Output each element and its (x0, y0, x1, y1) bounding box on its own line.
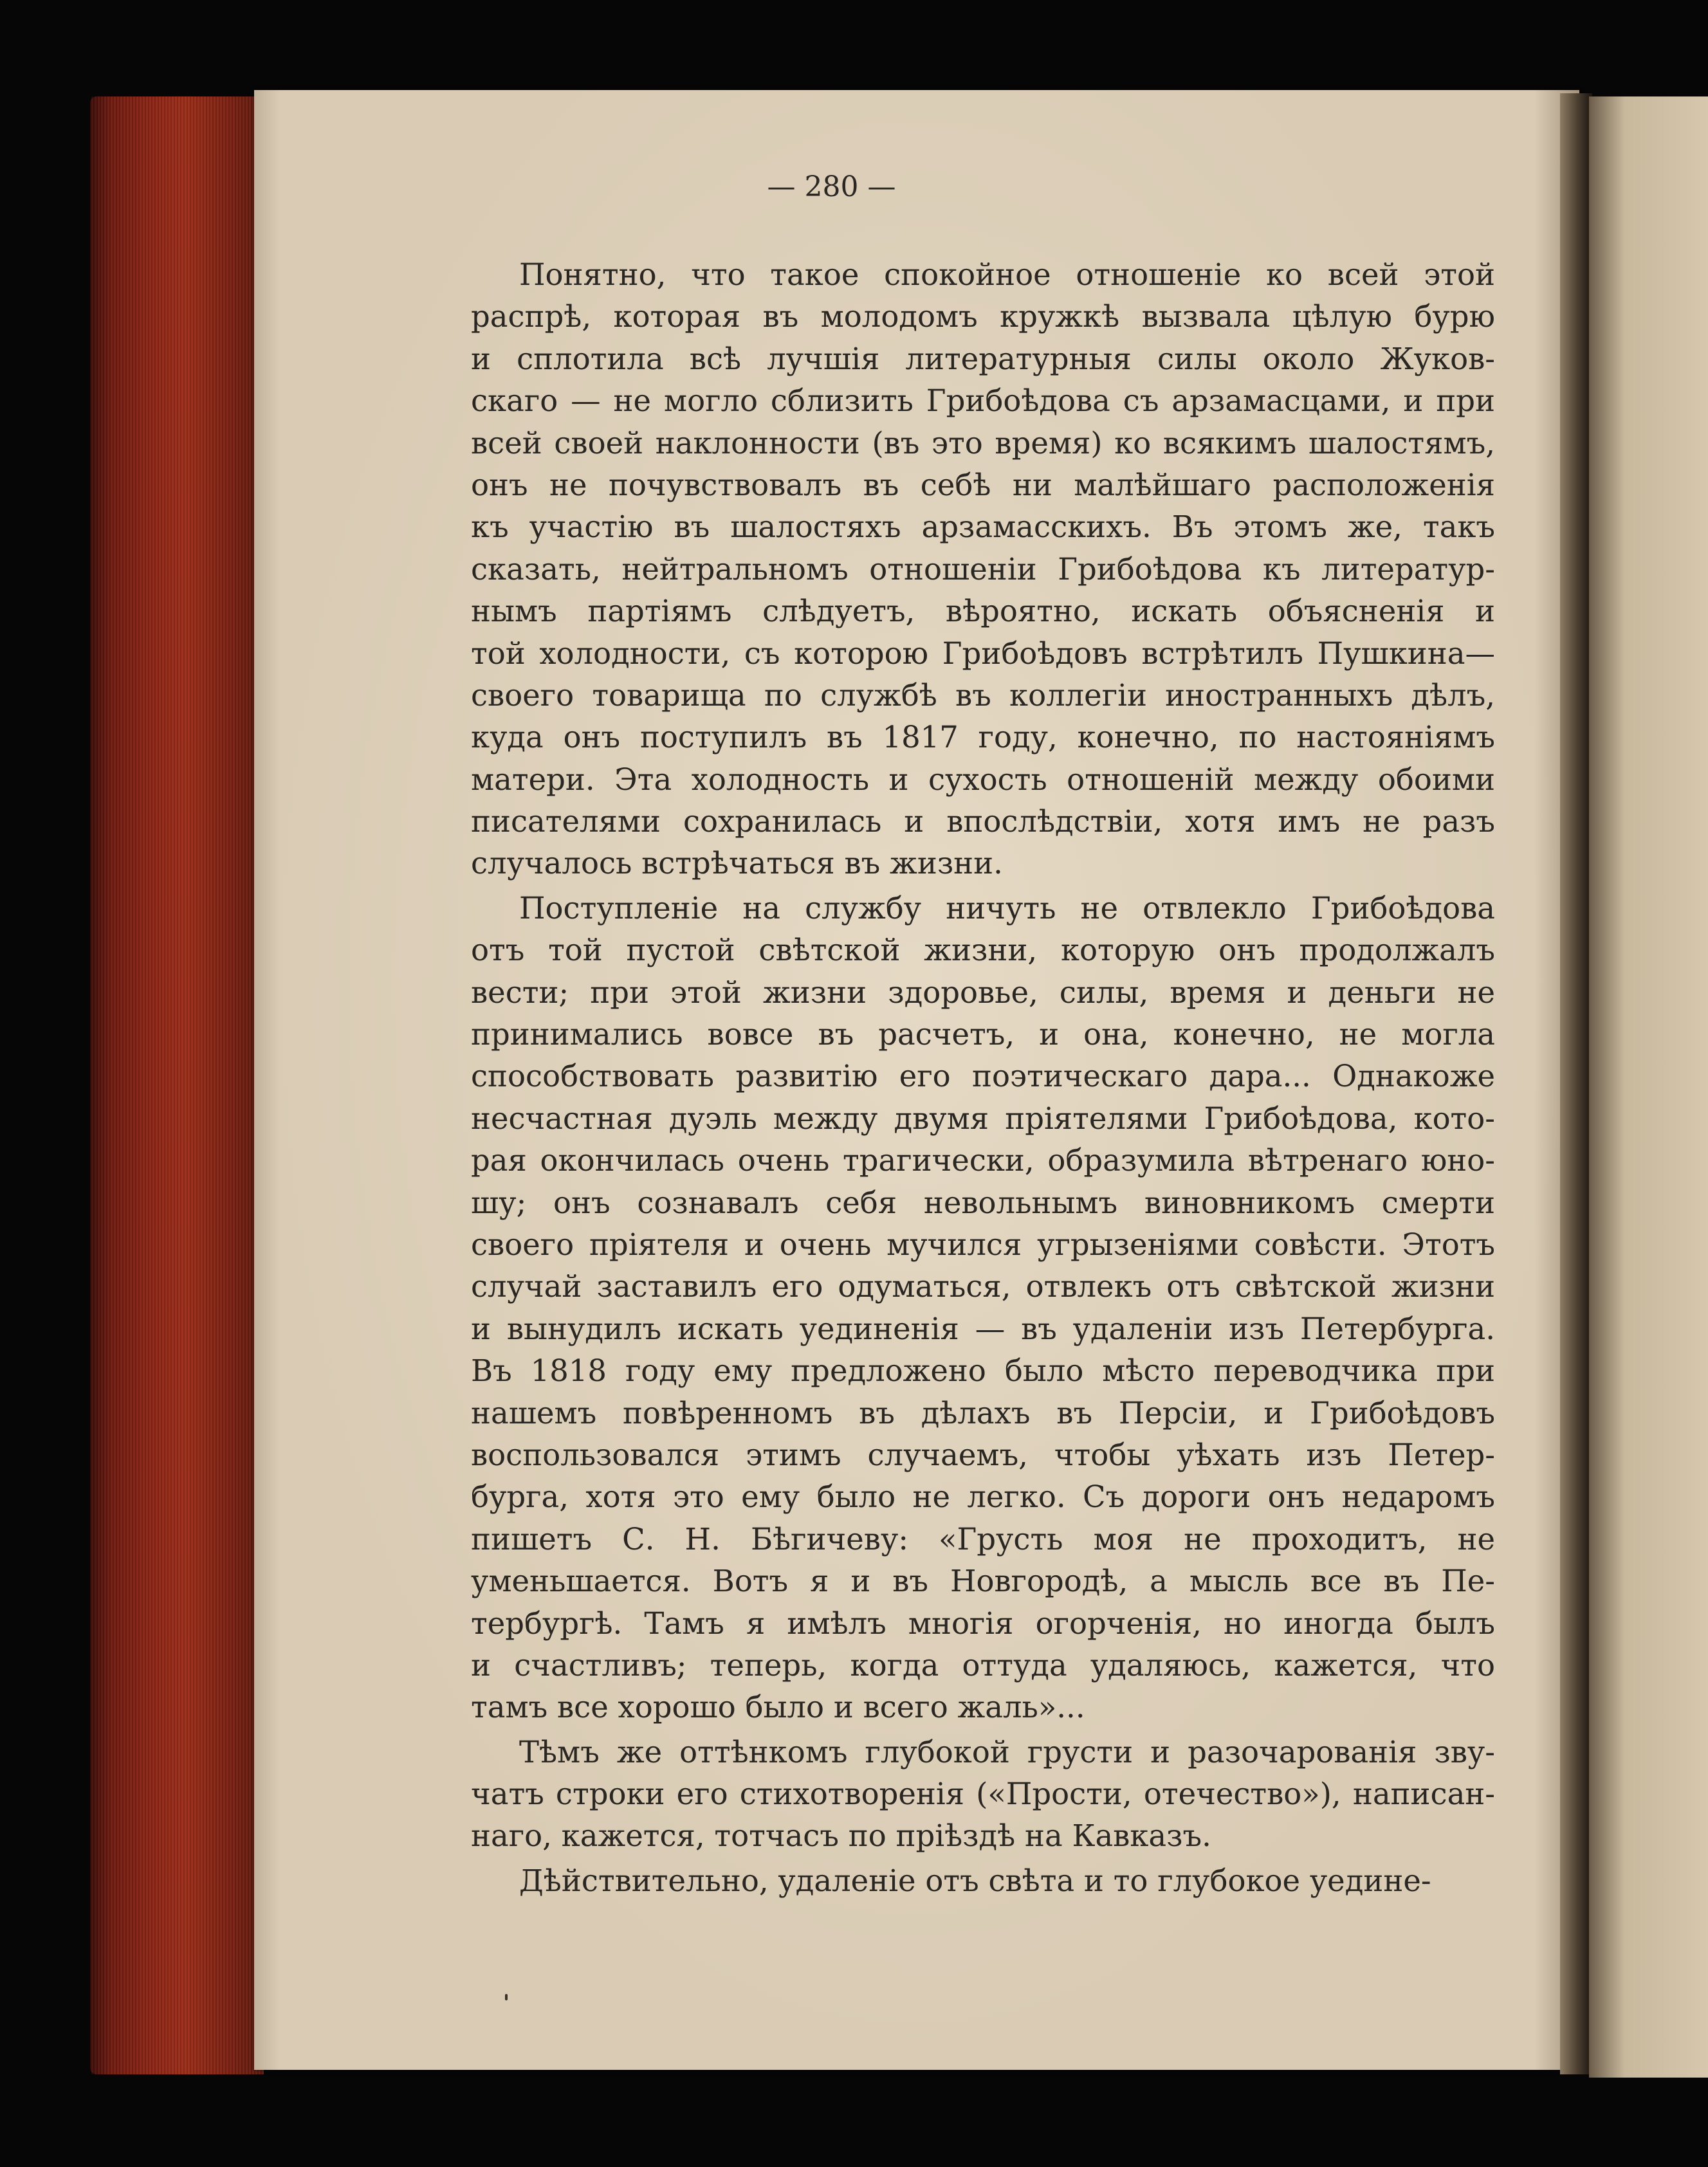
text-line: Понятно, что такое спокойное отношеніе ко всей этой (519, 257, 1495, 292)
text-line: случай заставилъ его одуматься, отвлекъ отъ свѣтской жизни (471, 1269, 1495, 1304)
text-line: тамъ все хорошо было и всего жаль»... (471, 1690, 1085, 1725)
page-number (0, 170, 1708, 203)
text-line: всей своей наклонности (въ это время) ко всякимъ шалостямъ, (471, 425, 1495, 461)
text-line: нашемъ повѣренномъ въ дѣлахъ въ Персіи, и Грибоѣдовъ (471, 1395, 1495, 1431)
text-line: уменьшается. Вотъ я и въ Новгородѣ, а мысль все въ Пе- (471, 1564, 1495, 1599)
text-line: воспользовался этимъ случаемъ, чтобы уѣхать изъ Петер- (471, 1437, 1495, 1472)
text-line: отъ той пустой свѣтской жизни, которую онъ продолжалъ (471, 933, 1495, 968)
text-line: нымъ партіямъ слѣдуетъ, вѣроятно, искать объясненія и (471, 594, 1495, 629)
page-number-text: — 280 — (767, 170, 896, 203)
paragraph (471, 1732, 1495, 1858)
text-line: бурга, хотя это ему было не легко. Съ дороги онъ недаромъ (471, 1479, 1495, 1515)
text-line: Тѣмъ же оттѣнкомъ глубокой грусти и разочарованія зву- (519, 1734, 1495, 1769)
text-line: и счастливъ; теперь, когда оттуда удаляюсь, кажется, что (471, 1647, 1495, 1683)
text-line: вести; при этой жизни здоровье, силы, время и деньги не (471, 974, 1495, 1010)
text-line: чатъ строки его стихотворенія («Прости, отечество»), написан- (471, 1777, 1495, 1812)
paragraph (471, 1860, 1495, 1902)
text-line: и вынудилъ искать уединенія — въ удаленіи изъ Петербурга. (471, 1311, 1495, 1346)
book-page-edges (90, 96, 264, 2074)
text-line: Въ 1818 году ему предложено было мѣсто переводчика при (471, 1353, 1495, 1389)
text-line: наго, кажется, тотчасъ по пріѣздѣ на Кавказъ. (471, 1818, 1211, 1854)
ink-speck (505, 1994, 508, 2000)
body-text (471, 254, 1495, 1902)
text-line: и сплотила всѣ лучшія литературныя силы около Жуков- (471, 341, 1495, 376)
text-line: принимались вовсе въ расчетъ, и она, конечно, не могла (471, 1017, 1495, 1052)
paragraph (471, 254, 1495, 885)
text-line: случалось встрѣчаться въ жизни. (471, 846, 1003, 881)
facing-page-edge (1589, 96, 1708, 2078)
text-line: распрѣ, которая въ молодомъ кружкѣ вызвала цѣлую бурю (471, 299, 1495, 334)
text-line: матери. Эта холодность и сухость отношеній между обоими (471, 762, 1495, 797)
text-line: скаго — не могло сблизить Грибоѣдова съ арзамасцами, и при (471, 383, 1495, 419)
text-line: шу; онъ сознавалъ себя невольнымъ виновникомъ смерти (471, 1185, 1495, 1220)
text-line: своего товарища по службѣ въ коллегіи иностранныхъ дѣлъ, (471, 677, 1495, 713)
text-line: Дѣйствительно, удаленіе отъ свѣта и то глубокое уедине- (519, 1863, 1431, 1898)
text-line: той холодности, съ которою Грибоѣдовъ встрѣтилъ Пушкина— (471, 635, 1495, 671)
text-line: къ участію въ шалостяхъ арзамасскихъ. Въ этомъ же, такъ (471, 509, 1495, 545)
text-line: онъ не почувствовалъ въ себѣ ни малѣйшаго расположенія (471, 467, 1495, 502)
text-line: способствовать развитію его поэтическаго дара... Однакоже (471, 1059, 1495, 1094)
text-line: несчастная дуэль между двумя пріятелями Грибоѣдова, кото- (471, 1101, 1495, 1136)
text-line: тербургѣ. Тамъ я имѣлъ многія огорченія, но иногда былъ (471, 1605, 1495, 1641)
book-gutter (1560, 93, 1592, 2074)
text-line: рая окончилась очень трагически, образумила вѣтренаго юно- (471, 1143, 1495, 1178)
text-line: пишетъ С. Н. Бѣгичеву: «Грусть моя не проходитъ, не (471, 1521, 1495, 1557)
text-line: писателями сохранилась и впослѣдствіи, хотя имъ не разъ (471, 804, 1495, 839)
text-line: сказать, нейтральномъ отношеніи Грибоѣдова къ литератур- (471, 551, 1495, 587)
paragraph (471, 888, 1495, 1729)
text-line: своего пріятеля и очень мучился угрызеніями совѣсти. Этотъ (471, 1227, 1495, 1262)
text-line: Поступленіе на службу ничуть не отвлекло Грибоѣдова (519, 890, 1495, 926)
text-line: куда онъ поступилъ въ 1817 году, конечно, по настояніямъ (471, 720, 1495, 755)
